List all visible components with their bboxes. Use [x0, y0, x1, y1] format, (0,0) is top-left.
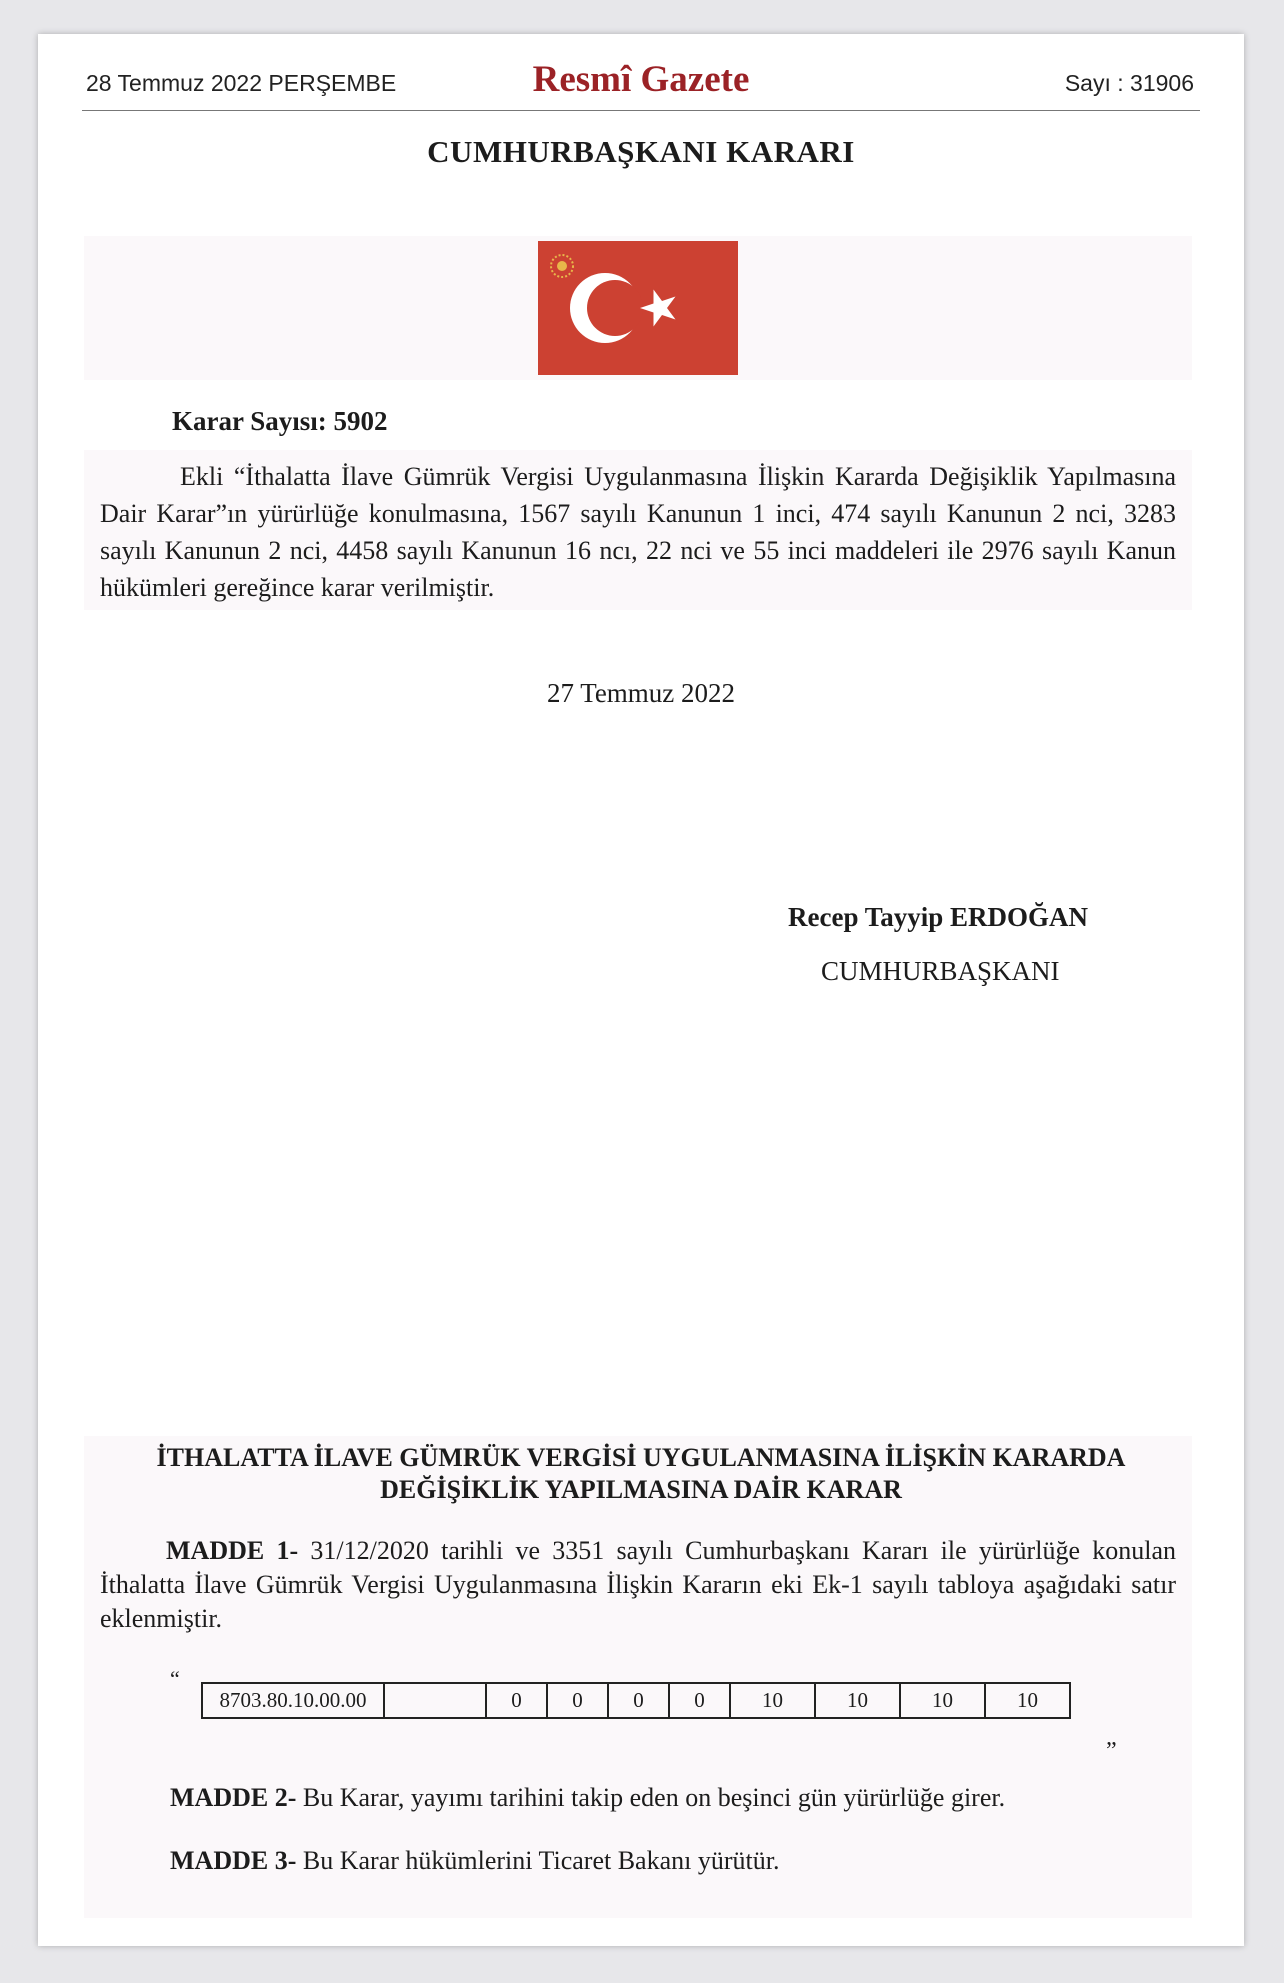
- opening-quote: “: [170, 1666, 180, 1691]
- table-cell-gtip: 8703.80.10.00.00: [202, 1683, 384, 1718]
- gazette-masthead: Resmî Gazete: [532, 59, 750, 100]
- table-cell: 0: [669, 1683, 730, 1718]
- madde-2-text: Bu Karar, yayımı tarihini takip eden on beşinci gün yürürlüğe girer.: [302, 1783, 1006, 1812]
- signatory-name: Recep Tayyip ERDOĞAN: [788, 902, 1089, 932]
- annex-title: [38, 1442, 1244, 1506]
- table-cell: 10: [985, 1683, 1070, 1718]
- decision-date: 27 Temmuz 2022: [546, 678, 736, 708]
- table-cell: 10: [815, 1683, 900, 1718]
- annex-title-line-2: DEĞİŞİKLİK YAPILMASINA DAİR KARAR: [380, 1475, 902, 1504]
- madde-2-label: MADDE 2-: [170, 1783, 297, 1812]
- flag-graphic: [538, 241, 738, 375]
- madde-1-text: 31/12/2020 tarihli ve 3351 sayılı Cumhurbaşkanı Kararı ile yürürlüğe konulan İthalatta İlave Gümrük Vergisi Uygulanmasına İlişkin Kararın eki Ek-1 sayılı tabloya aşağıdaki satır eklenmiştir.: [100, 1536, 1177, 1633]
- turkish-flag-icon: [538, 241, 738, 375]
- header-date: 28 Temmuz 2022 PERŞEMBE: [86, 70, 397, 96]
- table-cell: 0: [486, 1683, 547, 1718]
- table-cell: 10: [730, 1683, 815, 1718]
- closing-quote: ”: [1106, 1738, 1117, 1764]
- madde-1-paragraph: [100, 1534, 1176, 1636]
- table-cell: 0: [547, 1683, 608, 1718]
- table-row: [202, 1683, 1070, 1718]
- madde-2-paragraph: [170, 1783, 1005, 1813]
- table-cell: 10: [900, 1683, 985, 1718]
- tariff-table: [201, 1682, 1071, 1719]
- madde-3-label: MADDE 3-: [170, 1846, 297, 1875]
- madde-3-text: Bu Karar hükümlerini Ticaret Bakanı yürütür.: [302, 1846, 780, 1875]
- header-divider: [82, 110, 1200, 111]
- document-title: CUMHURBAŞKANI KARARI: [427, 134, 855, 169]
- preamble-text: Ekli “İthalatta İlave Gümrük Vergisi Uygulanmasına İlişkin Kararda Değişiklik Yapılmasına Dair Karar”ın yürürlüğe konulmasına, 1567 sayılı Kanunun 1 inci, 474 sayılı Kanunun 2 nci, 3283 sayılı Kanunun 2 nci, 4458 sayılı Kanunun 16 ncı, 22 nci ve 55 inci maddeleri ile 2976 sayılı Kanun hükümleri gereğince karar verilmiştir.: [100, 462, 1176, 602]
- madde-3-paragraph: [170, 1846, 779, 1876]
- madde-1-label: MADDE 1-: [166, 1536, 299, 1565]
- table-cell: 0: [608, 1683, 669, 1718]
- annex-title-line-1: İTHALATTA İLAVE GÜMRÜK VERGİSİ UYGULANMASINA İLİŞKİN KARARDA: [156, 1443, 1126, 1472]
- preamble-paragraph: [100, 458, 1176, 606]
- crescent-inner: [587, 280, 643, 336]
- table-cell: [384, 1683, 486, 1718]
- gazette-page: [38, 34, 1244, 1946]
- signatory-title: CUMHURBAŞKANI: [821, 956, 1060, 986]
- decision-number: Karar Sayısı: 5902: [172, 406, 388, 436]
- header-issue-number: Sayı : 31906: [1064, 70, 1194, 96]
